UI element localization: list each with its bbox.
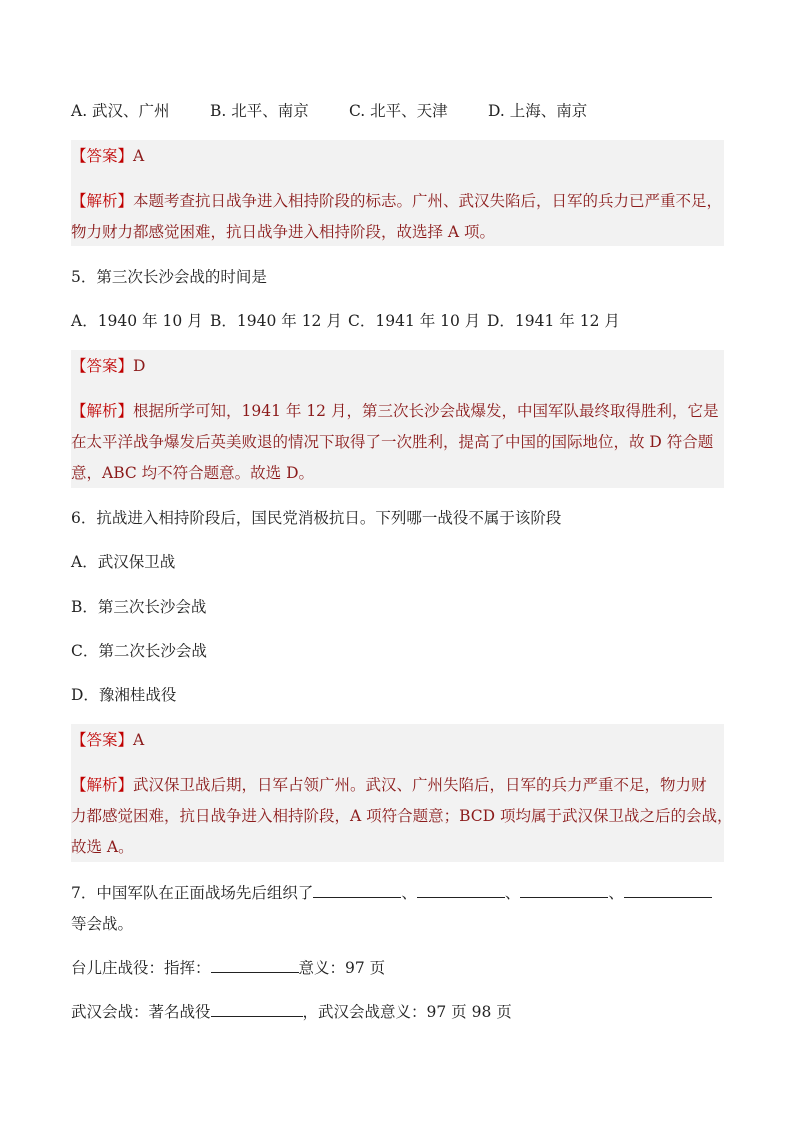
q5-analysis-line1 [71, 400, 718, 422]
q5-option-c: C．1941 年 10 月 [348, 312, 481, 330]
analysis-tag: 【解析】 [71, 192, 134, 210]
q6-answer [71, 729, 144, 751]
q4-option-a: A. 武汉、广州 [71, 102, 170, 120]
answer-tag: 【答案】 [71, 147, 134, 165]
q4-answer-box [71, 140, 724, 246]
taierzhuang-prefix: 台儿庄战役：指挥： [71, 959, 211, 977]
q5-option-a: A．1940 年 10 月 [71, 312, 203, 330]
wuhan-prefix: 武汉会战：著名战役 [71, 1003, 211, 1021]
answer-tag: 【答案】 [71, 357, 134, 375]
q5-option-d: D．1941 年 12 月 [487, 312, 620, 330]
analysis-text: 根据所学可知，1941 年 12 月，第三次长沙会战爆发，中国军队最终取得胜利，它是 [133, 402, 719, 420]
q4-option-d: D. 上海、南京 [488, 102, 588, 120]
q6-analysis-line2: 力都感觉困难，抗日战争进入相持阶段，A 项符合题意；BCD 项均属于武汉保卫战之后的会战， [71, 807, 733, 825]
answer-value: D [133, 357, 146, 375]
q5-analysis-line3: 意，ABC 均不符合题意。故选 D。 [71, 464, 315, 482]
q7-separator: 、 [401, 884, 417, 902]
answer-value: A [133, 147, 145, 165]
answer-tag: 【答案】 [71, 731, 134, 749]
q7-stem-line1 [71, 882, 712, 904]
wuhan-suffix: ，武汉会战意义：97 页 98 页 [302, 1003, 512, 1021]
q7-separator: 、 [608, 884, 624, 902]
taierzhuang-commander-blank[interactable] [211, 958, 299, 973]
q5-answer-box [71, 350, 724, 488]
wuhan-battle-blank[interactable] [211, 1002, 303, 1017]
analysis-tag: 【解析】 [71, 776, 134, 794]
q6-option-c: C．第二次长沙会战 [71, 642, 207, 660]
q6-analysis-line3: 故选 A。 [71, 838, 134, 856]
wuhan-line [71, 1001, 512, 1023]
q4-answer [71, 145, 144, 167]
q6-option-d: D．豫湘桂战役 [71, 686, 177, 704]
answer-value: A [133, 731, 145, 749]
q7-stem-line2: 等会战。 [71, 915, 134, 933]
fill-blank-4[interactable] [624, 883, 712, 898]
taierzhuang-line [71, 957, 385, 979]
fill-blank-2[interactable] [417, 883, 505, 898]
analysis-tag: 【解析】 [71, 402, 134, 420]
q7-separator: 、 [504, 884, 521, 902]
analysis-text: 本题考查抗日战争进入相持阶段的标志。广州、武汉失陷后，日军的兵力已严重不足， [133, 192, 723, 210]
q5-stem: 5．第三次长沙会战的时间是 [71, 268, 267, 286]
q5-answer [71, 355, 145, 377]
q6-option-b: B．第三次长沙会战 [71, 598, 207, 616]
q5-analysis-line2: 在太平洋战争爆发后英美败退的情况下取得了一次胜利，提高了中国的国际地位，故 D 符合题 [71, 433, 714, 451]
q6-answer-box [71, 724, 733, 862]
q4-options [71, 100, 587, 122]
q4-analysis-line2: 物力财力都感觉困难，抗日战争进入相持阶段，故选择 A 项。 [71, 223, 496, 241]
q4-option-c: C. 北平、天津 [349, 102, 448, 120]
q6-stem: 6．抗战进入相持阶段后，国民党消极抗日。下列哪一战役不属于该阶段 [71, 509, 562, 527]
q5-option-b: B．1940 年 12 月 [210, 312, 342, 330]
fill-blank-1[interactable] [313, 883, 401, 898]
q5-options [71, 310, 620, 332]
q4-analysis-line1 [71, 190, 722, 212]
taierzhuang-suffix: 意义：97 页 [298, 959, 386, 977]
q6-option-a: A．武汉保卫战 [71, 553, 176, 571]
q6-analysis-line1 [71, 774, 707, 796]
analysis-text: 武汉保卫战后期，日军占领广州。武汉、广州失陷后，日军的兵力严重不足，物力财 [133, 776, 707, 794]
q4-option-b: B. 北平、南京 [210, 102, 309, 120]
fill-blank-3[interactable] [520, 883, 608, 898]
q7-stem-text: 7．中国军队在正面战场先后组织了 [71, 884, 314, 902]
